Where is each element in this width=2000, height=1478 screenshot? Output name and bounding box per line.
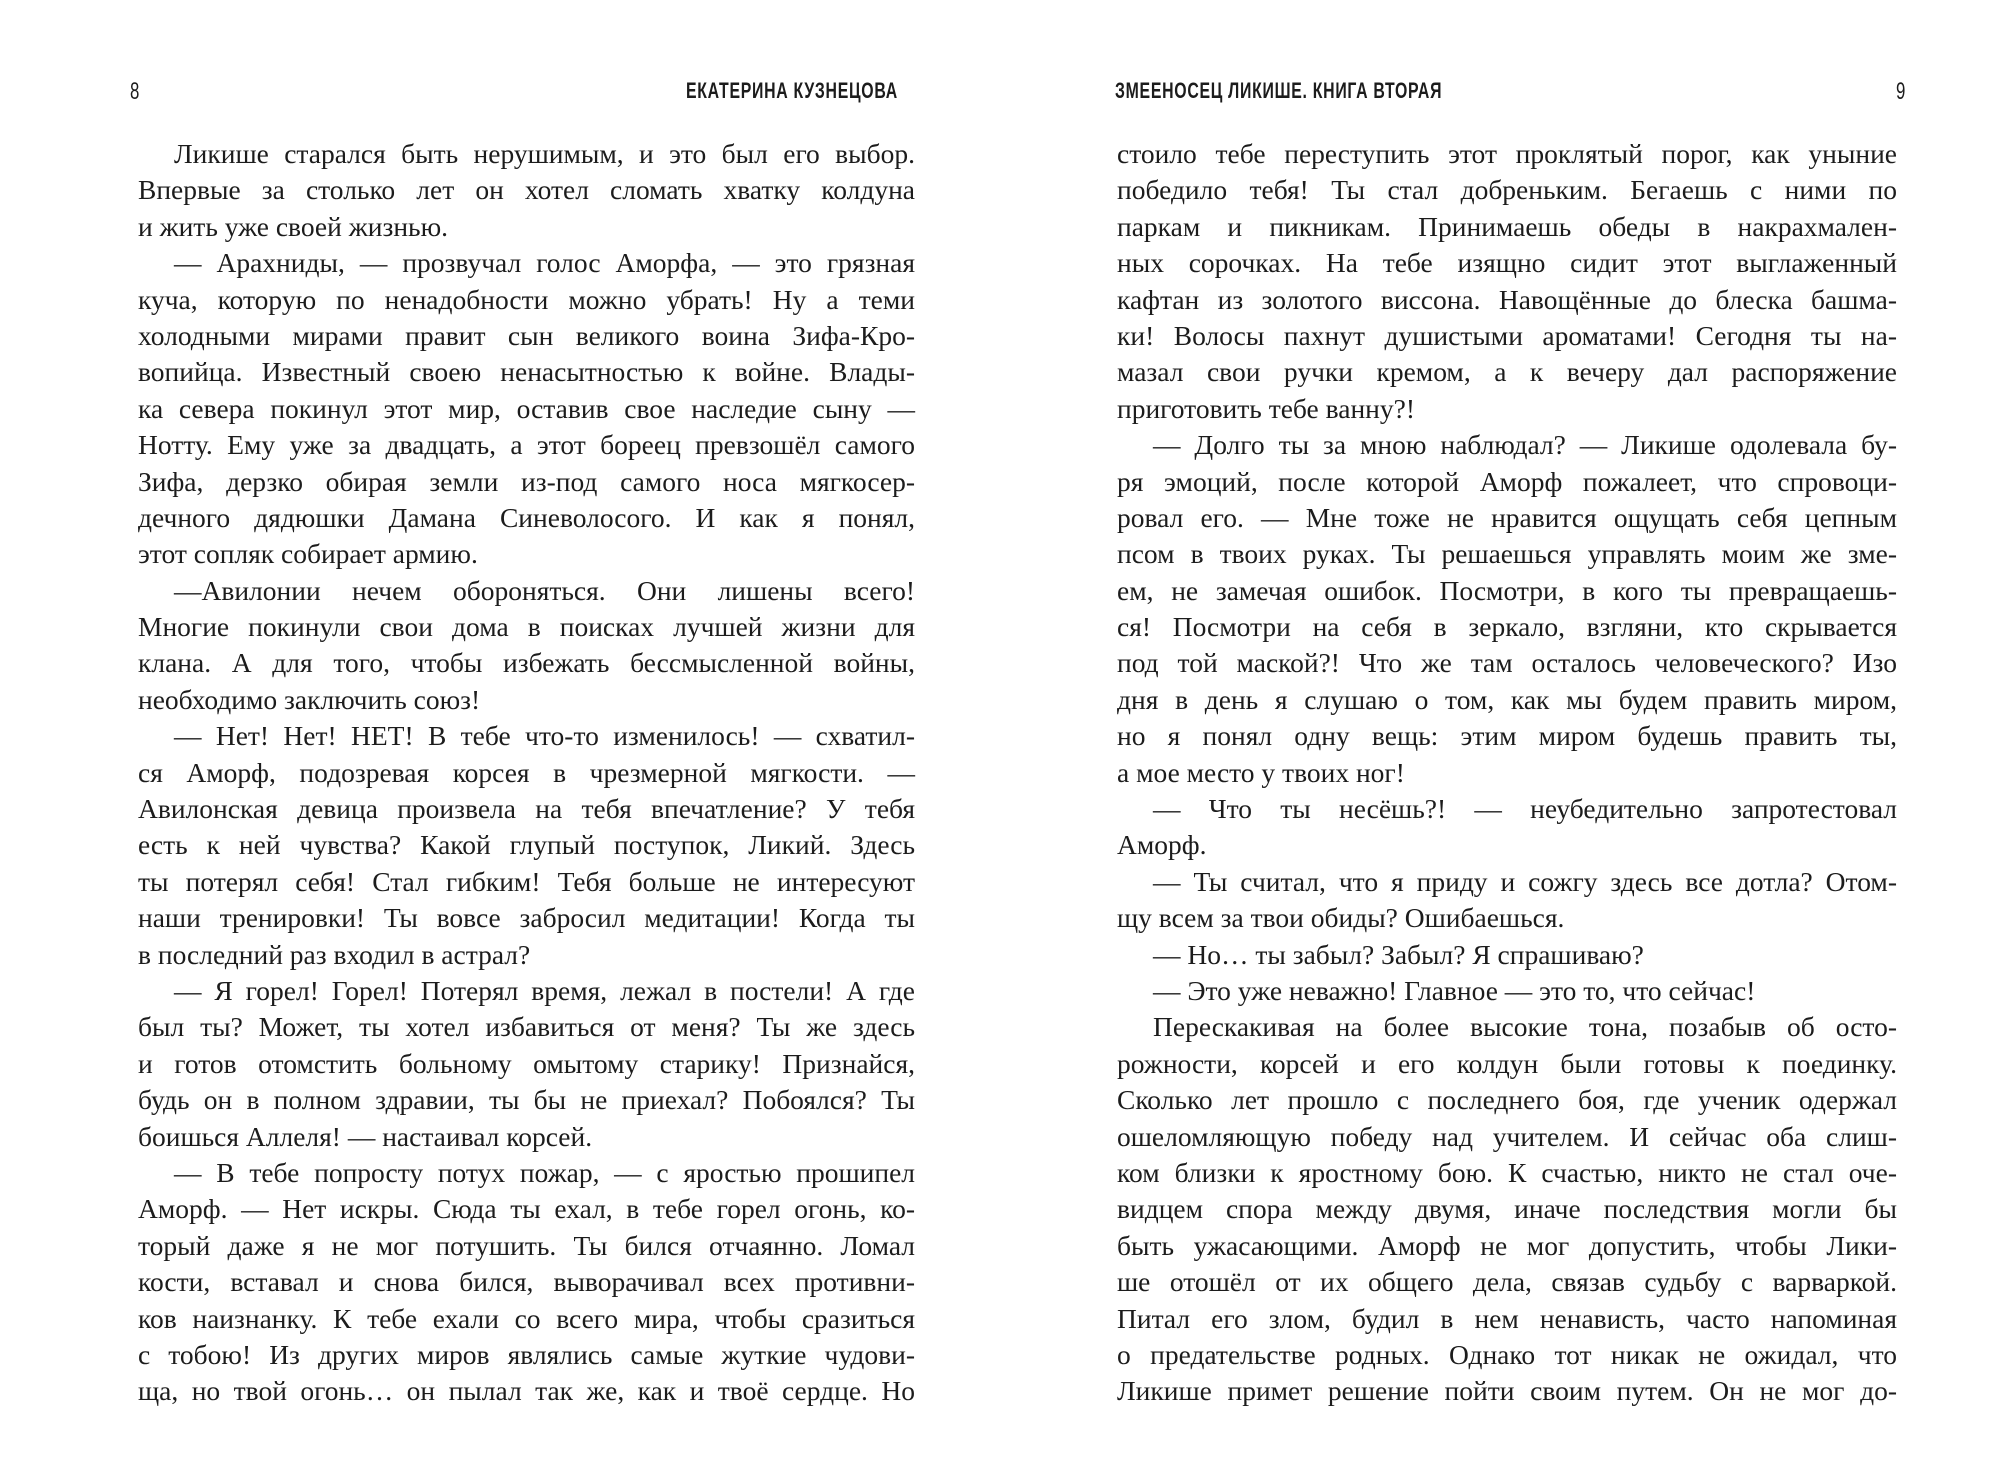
text-line: Аморф. xyxy=(1117,829,1207,861)
text-line: мазал свои ручки кремом, а к вечеру дал распоряжение xyxy=(1117,356,1897,388)
text-line: приготовить тебе ванну?! xyxy=(1117,392,1416,424)
text-line: под той маской?! Что же там осталось человеческого? Изо xyxy=(1117,647,1897,679)
text-line: наши тренировки! Ты вовсе забросил медитации! Когда ты xyxy=(138,902,915,934)
text-line: есть к ней чувства? Какой глупый поступок, Ликий. Здесь xyxy=(138,829,915,861)
text-line: Перескакивая на более высокие тона, позабыв об осто- xyxy=(1153,1011,1897,1043)
left-page-number: 8 xyxy=(130,78,140,105)
text-line: — Ты считал, что я приду и сожгу здесь все дотла? Отом- xyxy=(1153,865,1897,897)
text-line: — Это уже неважно! Главное — это то, что сейчас! xyxy=(1153,974,1756,1006)
text-line: ком близки к яростному бою. К счастью, никто не стал оче- xyxy=(1117,1156,1897,1188)
text-line: ря эмоций, после которой Аморф пожалеет, что спровоци- xyxy=(1117,465,1897,497)
text-line: кафтан из золотого виссона. Навощённые до блеска башма- xyxy=(1117,283,1897,315)
text-line: Сколько лет прошло с последнего боя, где ученик одержал xyxy=(1117,1084,1897,1116)
text-line: ща, но твой огонь… он пылал так же, как и твоё сердце. Но xyxy=(138,1375,915,1407)
right-page-number: 9 xyxy=(1896,78,1906,105)
text-line: клана. А для того, чтобы избежать бессмысленной войны, xyxy=(138,647,915,679)
text-line: ровал его. — Мне тоже не нравится ощущать себя цепным xyxy=(1117,501,1897,533)
text-line: ся Аморф, подозревая корсея в чрезмерной мягкости. — xyxy=(138,756,915,788)
left-running-head: ЕКАТЕРИНА КУЗНЕЦОВА xyxy=(686,78,898,103)
text-line: рожности, корсей и его колдун были готовы к поединку. xyxy=(1117,1047,1897,1079)
text-line: Зифа, дерзко обирая земли из-под самого носа мягкосер- xyxy=(138,465,915,497)
right-page-body xyxy=(1117,136,1897,1410)
text-line: Питал его злом, будил в нем ненависть, часто напоминая xyxy=(1117,1302,1897,1334)
text-line: ше отошёл от их общего дела, связав судьбу с варваркой. xyxy=(1117,1266,1897,1298)
right-running-head: ЗМЕЕНОСЕЦ ЛИКИШЕ. КНИГА ВТОРАЯ xyxy=(1115,78,1443,103)
text-line: Аморф. — Нет искры. Сюда ты ехал, в тебе горел огонь, ко- xyxy=(138,1193,915,1225)
text-line: ки! Волосы пахнут душистыми ароматами! Сегодня ты на- xyxy=(1117,319,1897,351)
text-line: — Что ты несёшь?! — неубедительно запротестовал xyxy=(1153,793,1897,825)
text-line: будь он в полном здравии, ты бы не приехал? Побоялся? Ты xyxy=(138,1084,915,1116)
text-line: псом в твоих руках. Ты решаешься управлять моим же зме- xyxy=(1117,538,1897,570)
text-line: — Нет! Нет! НЕТ! В тебе что-то изменилось! — схватил- xyxy=(174,720,915,752)
text-line: был ты? Может, ты хотел избавиться от меня? Ты же здесь xyxy=(138,1011,915,1043)
text-line: — Но… ты забыл? Забыл? Я спрашиваю? xyxy=(1153,938,1644,970)
text-line: ных сорочках. На тебе изящно сидит этот выглаженный xyxy=(1117,247,1897,279)
text-line: Ликише старался быть нерушимым, и это был его выбор. xyxy=(174,138,915,169)
text-line: холодными мирами правит сын великого воина Зифа-Кро- xyxy=(138,319,915,351)
text-line: этот сопляк собирает армию. xyxy=(138,538,478,570)
text-line: Многие покинули свои дома в поисках лучшей жизни для xyxy=(138,611,915,643)
text-line: Впервые за столько лет он хотел сломать хватку колдуна xyxy=(138,174,915,206)
text-line: дечного дядюшки Дамана Синеволосого. И как я понял, xyxy=(138,501,915,533)
text-line: о предательстве родных. Однако тот никак не ожидал, что xyxy=(1117,1338,1897,1370)
text-line: —Авилонии нечем обороняться. Они лишены всего! xyxy=(174,574,915,606)
text-line: стоило тебе переступить этот проклятый порог, как уныние xyxy=(1117,138,1897,169)
text-line: — Долго ты за мною наблюдал? — Ликише одолевала бу- xyxy=(1153,429,1897,461)
text-line: в последний раз входил в астрал? xyxy=(138,938,531,970)
text-line: и жить уже своей жизнью. xyxy=(138,210,448,242)
text-line: необходимо заключить союз! xyxy=(138,683,481,715)
text-line: ошеломляющую победу над учителем. И сейчас оба слиш- xyxy=(1117,1120,1897,1152)
text-line: боишься Аллеля! — настаивал корсей. xyxy=(138,1120,593,1152)
left-page-body xyxy=(138,136,915,1410)
text-line: с тобою! Из других миров являлись самые жуткие чудови- xyxy=(138,1338,915,1370)
text-line: Нотту. Ему уже за двадцать, а этот бореец превзошёл самого xyxy=(138,429,915,461)
text-line: — Я горел! Горел! Потерял время, лежал в постели! А где xyxy=(174,974,915,1006)
text-line: вопийца. Известный своею ненасытностью к войне. Влады- xyxy=(138,356,915,388)
text-line: торый даже я не мог потушить. Ты бился отчаянно. Ломал xyxy=(138,1229,915,1261)
text-line: а мое место у твоих ног! xyxy=(1117,756,1405,788)
text-line: кости, вставал и снова бился, выворачивал всех противни- xyxy=(138,1266,915,1298)
text-line: но я понял одну вещь: этим миром будешь править ты, xyxy=(1117,720,1897,752)
text-line: ка севера покинул этот мир, оставив свое наследие сыну — xyxy=(138,392,915,424)
text-line: — В тебе попросту потух пожар, — с яростью прошипел xyxy=(174,1156,915,1188)
text-line: ты потерял себя! Стал гибким! Тебя больше не интересуют xyxy=(138,865,915,897)
text-line: и готов отомстить больному омытому старику! Признайся, xyxy=(138,1047,915,1079)
text-line: — Арахниды, — прозвучал голос Аморфа, — это грязная xyxy=(174,247,915,279)
text-line: Ликише примет решение пойти своим путем. Он не мог до- xyxy=(1117,1375,1897,1407)
text-line: видцем спора между двумя, иначе последствия могли бы xyxy=(1117,1193,1897,1225)
text-line: паркам и пикникам. Принимаешь обеды в накрахмален- xyxy=(1117,210,1897,242)
text-line: дня в день я слушаю о том, как мы будем править миром, xyxy=(1117,683,1897,715)
text-line: быть ужасающими. Аморф не мог допустить, чтобы Лики- xyxy=(1117,1229,1897,1261)
text-line: ков наизнанку. К тебе ехали со всего мира, чтобы сразиться xyxy=(138,1302,915,1334)
text-line: ся! Посмотри на себя в зеркало, взгляни, кто скрывается xyxy=(1117,611,1897,643)
text-line: щу всем за твои обиды? Ошибаешься. xyxy=(1117,902,1565,934)
text-line: ем, не замечая ошибок. Посмотри, в кого ты превращаешь- xyxy=(1117,574,1897,606)
text-line: куча, которую по ненадобности можно убрать! Ну а теми xyxy=(138,283,915,315)
text-line: Авилонская девица произвела на тебя впечатление? У тебя xyxy=(138,793,915,825)
text-line: победило тебя! Ты стал добреньким. Бегаешь с ними по xyxy=(1117,174,1897,206)
